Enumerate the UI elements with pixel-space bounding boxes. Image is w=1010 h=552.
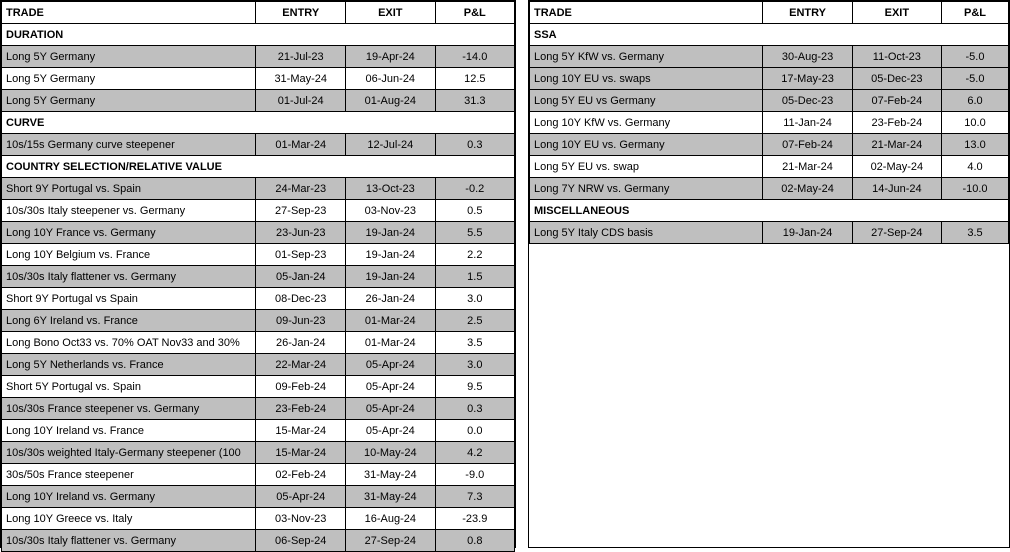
cell-entry: 11-Jan-24 xyxy=(763,112,852,134)
cell-pl: -23.9 xyxy=(435,508,514,530)
cell-exit: 05-Dec-23 xyxy=(852,68,941,90)
cell-exit: 13-Oct-23 xyxy=(346,178,436,200)
cell-trade: 10s/30s Italy flattener vs. Germany xyxy=(2,530,256,552)
table-row xyxy=(2,376,515,398)
cell-pl: 0.0 xyxy=(435,420,514,442)
cell-exit: 31-May-24 xyxy=(346,464,436,486)
cell-entry: 27-Sep-23 xyxy=(256,200,346,222)
header-exit: EXIT xyxy=(852,2,941,24)
cell-exit: 10-May-24 xyxy=(346,442,436,464)
cell-exit: 05-Apr-24 xyxy=(346,420,436,442)
cell-pl: -14.0 xyxy=(435,46,514,68)
cell-pl: 2.5 xyxy=(435,310,514,332)
table-row xyxy=(2,90,515,112)
cell-trade: Long 10Y EU vs. swaps xyxy=(530,68,763,90)
table-row xyxy=(530,68,1009,90)
cell-trade: Long 5Y Germany xyxy=(2,46,256,68)
table-row xyxy=(2,508,515,530)
right-trade-table xyxy=(529,1,1009,244)
section-label: SSA xyxy=(530,24,1009,46)
cell-pl: 4.0 xyxy=(942,156,1009,178)
cell-pl: 0.5 xyxy=(435,200,514,222)
table-header-row xyxy=(2,2,515,24)
cell-pl: 10.0 xyxy=(942,112,1009,134)
cell-pl: 12.5 xyxy=(435,68,514,90)
cell-entry: 24-Mar-23 xyxy=(256,178,346,200)
section-header-row xyxy=(2,156,515,178)
cell-entry: 05-Dec-23 xyxy=(763,90,852,112)
cell-entry: 17-May-23 xyxy=(763,68,852,90)
cell-pl: 31.3 xyxy=(435,90,514,112)
section-label: COUNTRY SELECTION/RELATIVE VALUE xyxy=(2,156,515,178)
cell-entry: 21-Jul-23 xyxy=(256,46,346,68)
cell-trade: Long 5Y Netherlands vs. France xyxy=(2,354,256,376)
cell-entry: 15-Mar-24 xyxy=(256,442,346,464)
cell-trade: Long 10Y Ireland vs. France xyxy=(2,420,256,442)
right-trade-table-panel xyxy=(528,0,1010,548)
cell-pl: 0.8 xyxy=(435,530,514,552)
cell-entry: 15-Mar-24 xyxy=(256,420,346,442)
cell-exit: 27-Sep-24 xyxy=(852,222,941,244)
table-row xyxy=(2,288,515,310)
table-row xyxy=(2,420,515,442)
table-row xyxy=(2,398,515,420)
cell-entry: 03-Nov-23 xyxy=(256,508,346,530)
cell-pl: 3.0 xyxy=(435,288,514,310)
cell-pl: 7.3 xyxy=(435,486,514,508)
cell-trade: 10s/30s France steepener vs. Germany xyxy=(2,398,256,420)
cell-exit: 26-Jan-24 xyxy=(346,288,436,310)
cell-trade: Long 7Y NRW vs. Germany xyxy=(530,178,763,200)
table-row xyxy=(2,464,515,486)
table-row xyxy=(2,310,515,332)
cell-entry: 09-Jun-23 xyxy=(256,310,346,332)
header-trade: TRADE xyxy=(2,2,256,24)
cell-exit: 03-Nov-23 xyxy=(346,200,436,222)
cell-trade: Long 10Y EU vs. Germany xyxy=(530,134,763,156)
cell-trade: Long 10Y Ireland vs. Germany xyxy=(2,486,256,508)
cell-exit: 07-Feb-24 xyxy=(852,90,941,112)
cell-trade: 10s/30s Italy steepener vs. Germany xyxy=(2,200,256,222)
table-row xyxy=(530,178,1009,200)
cell-trade: 10s/30s Italy flattener vs. Germany xyxy=(2,266,256,288)
table-row xyxy=(530,156,1009,178)
cell-exit: 12-Jul-24 xyxy=(346,134,436,156)
cell-entry: 09-Feb-24 xyxy=(256,376,346,398)
cell-pl: 13.0 xyxy=(942,134,1009,156)
header-exit: EXIT xyxy=(346,2,436,24)
cell-pl: -5.0 xyxy=(942,46,1009,68)
cell-entry: 23-Feb-24 xyxy=(256,398,346,420)
cell-trade: Long 5Y Italy CDS basis xyxy=(530,222,763,244)
cell-exit: 23-Feb-24 xyxy=(852,112,941,134)
cell-entry: 02-May-24 xyxy=(763,178,852,200)
cell-entry: 21-Mar-24 xyxy=(763,156,852,178)
cell-trade: Long 6Y Ireland vs. France xyxy=(2,310,256,332)
left-trade-table xyxy=(1,1,515,552)
cell-exit: 27-Sep-24 xyxy=(346,530,436,552)
cell-exit: 16-Aug-24 xyxy=(346,508,436,530)
cell-pl: -0.2 xyxy=(435,178,514,200)
table-header-row xyxy=(530,2,1009,24)
cell-entry: 19-Jan-24 xyxy=(763,222,852,244)
cell-entry: 30-Aug-23 xyxy=(763,46,852,68)
table-row xyxy=(2,332,515,354)
cell-exit: 19-Jan-24 xyxy=(346,244,436,266)
table-row xyxy=(2,354,515,376)
cell-exit: 19-Jan-24 xyxy=(346,222,436,244)
cell-pl: 3.5 xyxy=(942,222,1009,244)
table-row xyxy=(2,486,515,508)
cell-exit: 01-Mar-24 xyxy=(346,332,436,354)
cell-pl: -10.0 xyxy=(942,178,1009,200)
table-row xyxy=(530,222,1009,244)
table-row xyxy=(2,244,515,266)
cell-pl: -9.0 xyxy=(435,464,514,486)
cell-pl: 9.5 xyxy=(435,376,514,398)
table-row xyxy=(2,530,515,552)
cell-trade: Short 9Y Portugal vs Spain xyxy=(2,288,256,310)
header-entry: ENTRY xyxy=(256,2,346,24)
section-header-row xyxy=(530,24,1009,46)
cell-trade: Long 10Y Greece vs. Italy xyxy=(2,508,256,530)
cell-exit: 01-Mar-24 xyxy=(346,310,436,332)
table-row xyxy=(2,266,515,288)
cell-entry: 05-Jan-24 xyxy=(256,266,346,288)
section-label: CURVE xyxy=(2,112,515,134)
cell-trade: Long 5Y EU vs. swap xyxy=(530,156,763,178)
cell-exit: 19-Jan-24 xyxy=(346,266,436,288)
cell-trade: Long 5Y Germany xyxy=(2,68,256,90)
cell-trade: 30s/50s France steepener xyxy=(2,464,256,486)
cell-pl: 3.5 xyxy=(435,332,514,354)
cell-trade: Long 5Y Germany xyxy=(2,90,256,112)
cell-pl: 6.0 xyxy=(942,90,1009,112)
section-label: DURATION xyxy=(2,24,515,46)
cell-entry: 07-Feb-24 xyxy=(763,134,852,156)
cell-pl: 1.5 xyxy=(435,266,514,288)
table-row xyxy=(2,222,515,244)
cell-entry: 02-Feb-24 xyxy=(256,464,346,486)
cell-pl: 4.2 xyxy=(435,442,514,464)
cell-trade: Long 10Y Belgium vs. France xyxy=(2,244,256,266)
cell-trade: Short 5Y Portugal vs. Spain xyxy=(2,376,256,398)
cell-trade: Long Bono Oct33 vs. 70% OAT Nov33 and 30% xyxy=(2,332,256,354)
cell-entry: 08-Dec-23 xyxy=(256,288,346,310)
cell-exit: 11-Oct-23 xyxy=(852,46,941,68)
header-entry: ENTRY xyxy=(763,2,852,24)
cell-pl: 2.2 xyxy=(435,244,514,266)
cell-trade: 10s/15s Germany curve steepener xyxy=(2,134,256,156)
cell-trade: Long 5Y KfW vs. Germany xyxy=(530,46,763,68)
table-row xyxy=(2,178,515,200)
table-row xyxy=(2,68,515,90)
cell-trade: 10s/30s weighted Italy-Germany steepener (100 xyxy=(2,442,256,464)
section-label: MISCELLANEOUS xyxy=(530,200,1009,222)
cell-entry: 22-Mar-24 xyxy=(256,354,346,376)
table-row xyxy=(530,134,1009,156)
section-header-row xyxy=(2,112,515,134)
cell-pl: 0.3 xyxy=(435,398,514,420)
header-trade: TRADE xyxy=(530,2,763,24)
section-header-row xyxy=(530,200,1009,222)
table-row xyxy=(2,200,515,222)
table-row xyxy=(2,46,515,68)
cell-trade: Long 10Y KfW vs. Germany xyxy=(530,112,763,134)
header-pl: P&L xyxy=(435,2,514,24)
table-row xyxy=(530,112,1009,134)
cell-trade: Short 9Y Portugal vs. Spain xyxy=(2,178,256,200)
cell-pl: -5.0 xyxy=(942,68,1009,90)
cell-entry: 26-Jan-24 xyxy=(256,332,346,354)
cell-exit: 05-Apr-24 xyxy=(346,398,436,420)
cell-entry: 23-Jun-23 xyxy=(256,222,346,244)
table-row xyxy=(2,442,515,464)
table-row xyxy=(530,90,1009,112)
cell-pl: 0.3 xyxy=(435,134,514,156)
cell-exit: 21-Mar-24 xyxy=(852,134,941,156)
table-row xyxy=(530,46,1009,68)
cell-exit: 31-May-24 xyxy=(346,486,436,508)
cell-trade: Long 10Y France vs. Germany xyxy=(2,222,256,244)
cell-pl: 5.5 xyxy=(435,222,514,244)
table-row xyxy=(2,134,515,156)
header-pl: P&L xyxy=(942,2,1009,24)
cell-exit: 19-Apr-24 xyxy=(346,46,436,68)
cell-entry: 06-Sep-24 xyxy=(256,530,346,552)
cell-exit: 01-Aug-24 xyxy=(346,90,436,112)
cell-entry: 01-Mar-24 xyxy=(256,134,346,156)
cell-entry: 31-May-24 xyxy=(256,68,346,90)
cell-entry: 01-Jul-24 xyxy=(256,90,346,112)
cell-exit: 02-May-24 xyxy=(852,156,941,178)
cell-exit: 06-Jun-24 xyxy=(346,68,436,90)
cell-trade: Long 5Y EU vs Germany xyxy=(530,90,763,112)
cell-exit: 05-Apr-24 xyxy=(346,376,436,398)
section-header-row xyxy=(2,24,515,46)
cell-pl: 3.0 xyxy=(435,354,514,376)
cell-entry: 05-Apr-24 xyxy=(256,486,346,508)
cell-entry: 01-Sep-23 xyxy=(256,244,346,266)
cell-exit: 14-Jun-24 xyxy=(852,178,941,200)
cell-exit: 05-Apr-24 xyxy=(346,354,436,376)
